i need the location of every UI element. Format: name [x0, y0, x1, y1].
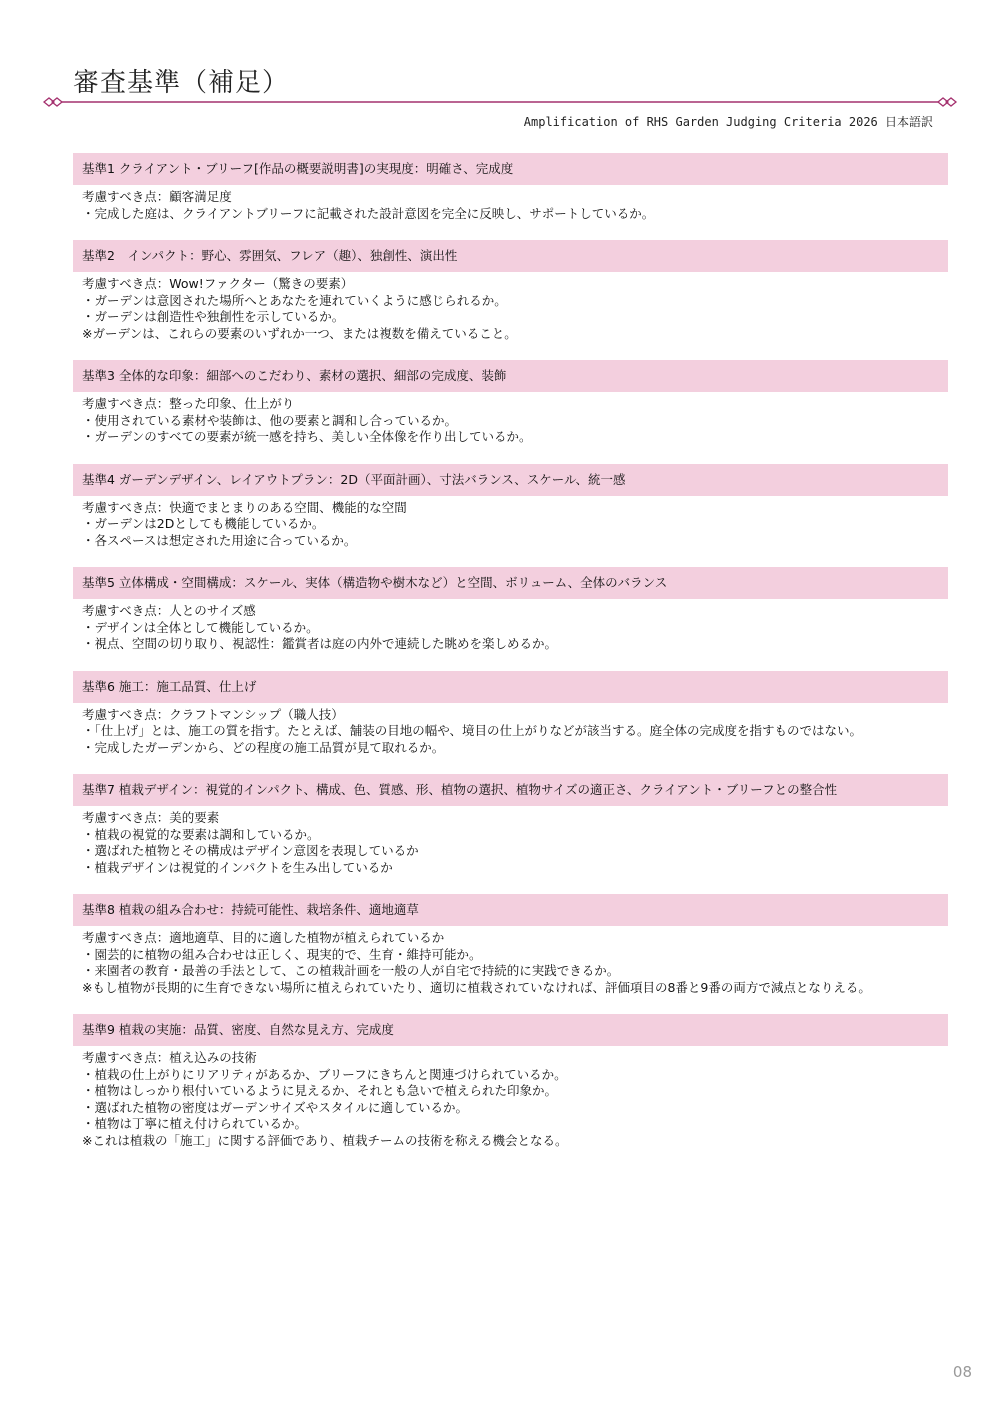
criterion-line: ・植物は丁寧に植え付けられているか。: [82, 1116, 308, 1131]
criterion-body: [73, 1046, 948, 1149]
criterion-line: ・ガーデンは2Dとしても機能しているか。: [82, 516, 325, 531]
criterion-3: [73, 360, 948, 446]
criterion-line: 考慮すべき点：クラフトマンシップ（職人技）: [82, 706, 344, 722]
right-ornament: [938, 98, 956, 106]
criterion-line: 考慮すべき点：快適でまとまりのある空間、機能的な空間: [82, 499, 407, 515]
criterion-header: 基準5 立体構成・空間構成：スケール、実体（構造物や樹木など）と空間、ボリューム、全体のバランス: [73, 567, 948, 599]
criterion-body: [73, 392, 948, 446]
criterion-line: ・植栽デザインは視覚的インパクトを生み出しているか: [82, 859, 393, 875]
document-subtitle: Amplification of RHS Garden Judging Criteria 2026 日本語訳: [523, 115, 933, 129]
criterion-line: ・完成した庭は、クライアントブリーフに記載された設計意図を完全に反映し、サポートしているか。: [82, 205, 655, 221]
criterion-1: [73, 153, 948, 222]
criterion-line: ・来園者の教育・最善の手法として、この植栽計画を一般の人が自宅で持続的に実践できるか。: [82, 963, 620, 978]
criterion-body: [73, 496, 948, 550]
criterion-header: 基準8 植栽の組み合わせ：持続可能性、栽培条件、適地適草: [73, 894, 948, 926]
criterion-line: 考慮すべき点：美的要素: [82, 810, 220, 825]
criterion-8: [73, 894, 948, 996]
criterion-line: 考慮すべき点：人とのサイズ感: [82, 603, 256, 618]
criterion-header: 基準4 ガーデンデザイン、レイアウトプラン：2D（平面計画）、寸法バランス、スケール、統一感: [73, 464, 948, 496]
criterion-line: ・植物はしっかり根付いているように見えるか、それとも急いで植えられた印象か。: [82, 1083, 558, 1098]
criterion-line: 考慮すべき点：整った印象、仕上がり: [82, 396, 295, 411]
left-ornament: [44, 98, 62, 106]
criterion-line: ・「仕上げ」とは、施工の質を指す。たとえば、舗装の目地の幅や、境目の仕上がりなどが該当する。庭全体の完成度を指すものではない。: [82, 723, 863, 738]
criterion-line: ・選ばれた植物の密度はガーデンサイズやスタイルに適しているか。: [82, 1099, 469, 1115]
criterion-header: 基準7 植栽デザイン：視覚的インパクト、構成、色、質感、形、植物の選択、植物サイズの適正さ、クライアント・ブリーフとの整合性: [73, 774, 948, 806]
page-number: 08: [952, 1363, 972, 1381]
criterion-body: [73, 703, 948, 757]
criterion-7: [73, 774, 948, 876]
criterion-6: [73, 671, 948, 757]
criterion-line: ・選ばれた植物とその構成はデザイン意図を表現しているか: [82, 843, 419, 858]
criterion-line: ・植栽の視覚的な要素は調和しているか。: [82, 826, 320, 842]
criterion-line: 考慮すべき点：植え込みの技術: [82, 1050, 257, 1065]
criterion-header: 基準3 全体的な印象：細部へのこだわり、素材の選択、細部の完成度、装飾: [73, 360, 948, 392]
criterion-2: [73, 240, 948, 342]
criterion-line: ・完成したガーデンから、どの程度の施工品質が見て取れるか。: [82, 739, 445, 755]
criterion-body: [73, 599, 948, 653]
criterion-header: 基準9 植栽の実施：品質、密度、自然な見え方、完成度: [73, 1014, 948, 1046]
criterion-line: ※これは植栽の「施工」に関する評価であり、植栽チームの技術を称える機会となる。: [82, 1132, 568, 1148]
criterion-line: ・使用されている素材や装飾は、他の要素と調和し合っているか。: [82, 412, 458, 428]
criterion-header: 基準6 施工：施工品質、仕上げ: [73, 671, 948, 703]
criterion-body: [73, 926, 948, 996]
criterion-body: [73, 185, 948, 222]
criterion-line: 考慮すべき点：適地適草、目的に適した植物が植えられているか: [82, 930, 445, 945]
criterion-line: ・デザインは全体として機能しているか。: [82, 619, 319, 635]
criterion-line: ・各スペースは想定された用途に合っているか。: [82, 532, 357, 548]
criterion-body: [73, 272, 948, 342]
page-title: 審査基準（補足）: [73, 68, 290, 98]
criterion-line: 考慮すべき点：顧客満足度: [82, 189, 232, 204]
criterion-line: ・ガーデンは意図された場所へとあなたを連れていくように感じられるか。: [82, 292, 507, 308]
criterion-line: 考慮すべき点：Wow!ファクター（驚きの要素）: [82, 276, 354, 291]
criterion-line: ※ガーデンは、これらの要素のいずれか一つ、または複数を備えていること。: [82, 325, 517, 341]
criterion-line: ・ガーデンは創造性や独創性を示しているか。: [82, 309, 345, 324]
criterion-line: ・植栽の仕上がりにリアリティがあるか、ブリーフにきちんと関連づけられているか。: [82, 1066, 567, 1082]
criterion-4: [73, 464, 948, 550]
criterion-header: 基準1 クライアント・ブリーフ[作品の概要説明書]の実現度：明確さ、完成度: [73, 153, 948, 185]
criterion-line: ・ガーデンのすべての要素が統一感を持ち、美しい全体像を作り出しているか。: [82, 429, 532, 444]
criterion-5: [73, 567, 948, 653]
criterion-header: 基準2 インパクト：野心、雰囲気、フレア（趣）、独創性、演出性: [73, 240, 948, 272]
criterion-9: [73, 1014, 948, 1149]
title-divider: [42, 94, 958, 110]
criteria-list: [73, 153, 948, 1167]
criterion-line: ・園芸的に植物の組み合わせは正しく、現実的で、生育・維持可能か。: [82, 946, 482, 962]
criterion-line: ・視点、空間の切り取り、視認性：鑑賞者は庭の内外で連続した眺めを楽しめるか。: [82, 636, 558, 651]
criterion-body: [73, 806, 948, 876]
criterion-line: ※もし植物が長期的に生育できない場所に植えられていたり、適切に植栽されていなければ、評価項目の8番と9番の両方で減点となりえる。: [82, 979, 871, 995]
